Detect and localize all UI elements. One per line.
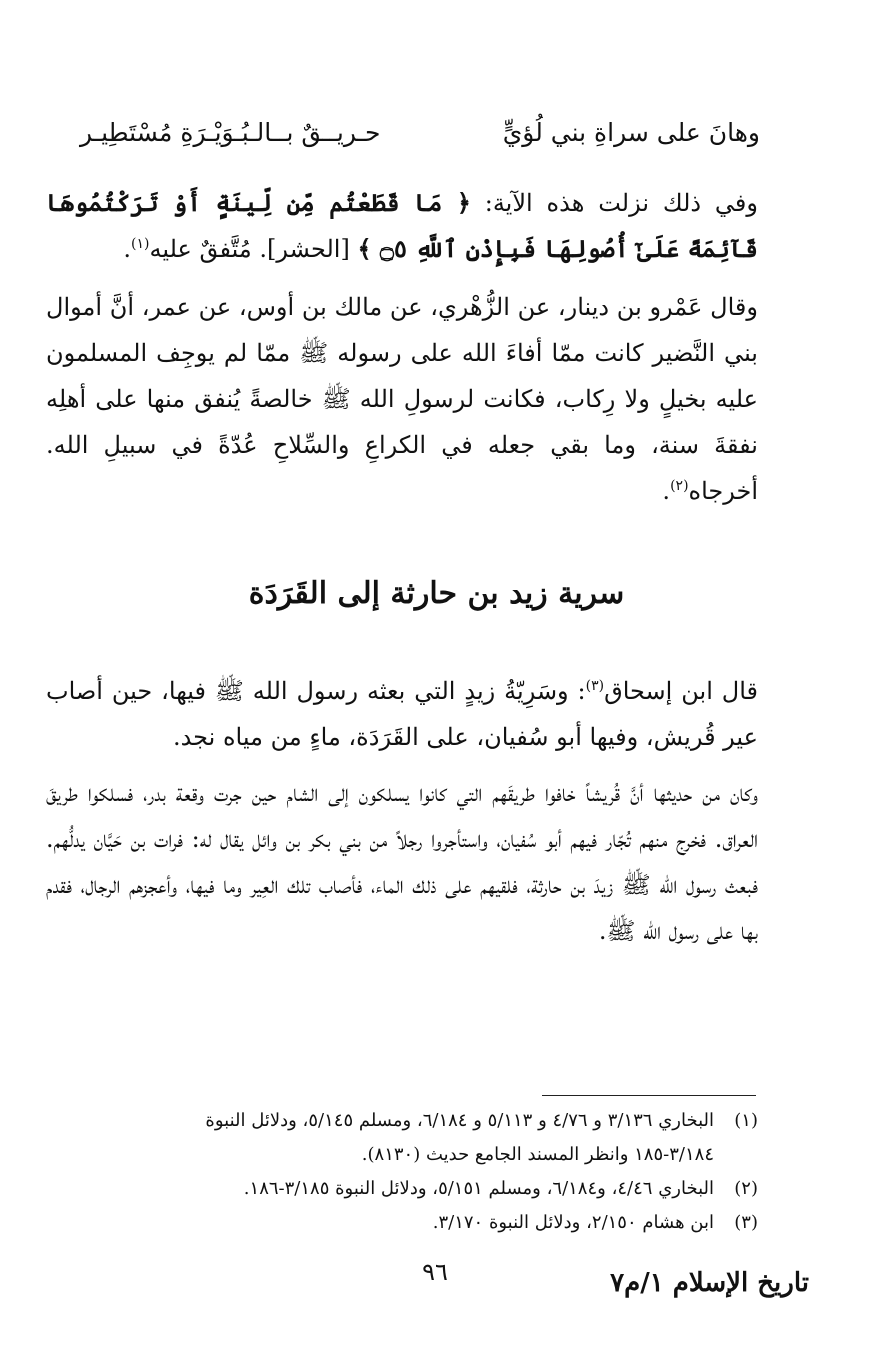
footnote-1 [46, 1104, 758, 1172]
section-heading: سرية زيد بن حارثة إلى القَرَدَة [248, 576, 625, 611]
footnote-number: (٢) [734, 1178, 758, 1199]
verse-second-hemistich: حـريــقٌ بــالـبُـوَيْـرَةِ مُسْتَطِيـر [80, 118, 381, 147]
footnote-text: ابن هشام ٢/١٥٠، ودلائل النبوة ٣/١٧٠. [432, 1212, 714, 1233]
footnote-continuation: ٣/١٨٤-١٨٥ وانظر المسند الجامع حديث (٨١٣٠). [361, 1144, 714, 1165]
footnote-text: البخاري ٣/١٣٦ و ٤/٧٦ و ٥/١١٣ و ٦/١٨٤، ومسلم ٥/١٤٥، ودلائل النبوة [205, 1110, 714, 1131]
narration-text: وقال عَمْرو بن دينار، عن الزُّهْري، عن مالك بن أوس، عن عمر، أنَّ أموال بني النَّضير كانت ممّا أفاءَ الله على رسوله ﷺ ممّا لم يوجِف المسلمون عليه بخيلٍ ولا رِكاب، فكانت لرسولِ الله ﷺ خالصةً يُنفق منها على أهلِه نفقةَ سنة، وما بقي جعله في الكراعِ والسِّلاحِ عُدّةً في سبيلِ الله. أخرجاه [46, 293, 758, 505]
footnotes-list [46, 1104, 758, 1240]
surah-reference: [الحشر]. مُتَّفقٌ عليه [149, 235, 358, 263]
verse-first-hemistich: وهانَ على سراةِ بني لُؤيٍّ [502, 118, 760, 147]
sentence-end: . [123, 235, 131, 263]
quran-quote: ﴿ مَا قَطَعْتُم مِّن لِّينَةٍ أَوْ تَرَكْتُمُوهَا قَآئِمَةً عَلَىٰٓ أُصُولِهَا فَبِإِذْنِ ٱللَّهِ ۝٥ ﴾ [46, 188, 758, 263]
footnote-number: (٣) [734, 1212, 758, 1233]
story-paragraph: وكان من حديثها أنَّ قُريشاً خافوا طريقَهم التي كانوا يسلكون إلى الشام حين جرت وقعة بدر، فسلكوا طريقَ العراق. فخرج منهم تُجّار فيهم أبو سُفيان، واستأجروا رجلاً من بني بكر بن وائل يقال له: فرات بن حَيَّان يدلُّهم. فبعث رسول الله ﷺ زيدَ بن حارثة، فلقيهم على ذلك الماء، فأصاب تلك العِير وما فيها، وأعجزهم الرجال، فقدم بها على رسول الله ﷺ. [46, 779, 758, 945]
paragraph-intro: وفي ذلك نزلت هذه الآية: [470, 189, 758, 217]
footnote-number: (١) [734, 1110, 758, 1131]
footnote-marker-3: (٣) [585, 678, 605, 694]
footnote-text: البخاري ٤/٤٦، و٦/١٨٤، ومسلم ٥/١٥١، ودلائل النبوة ٣/١٨٥-١٨٦. [243, 1178, 714, 1199]
narration-paragraph [46, 284, 758, 514]
section-intro-paragraph [46, 668, 758, 760]
footnote-marker-1: (١) [131, 236, 150, 252]
footnote-marker-2: (٢) [670, 478, 689, 494]
sentence-end: . [662, 477, 671, 505]
footnote-divider [542, 1095, 756, 1096]
poetry-verse [80, 118, 760, 162]
running-footer: تاريخ الإسلام ١/م٧ [610, 1268, 809, 1298]
intro-speaker: قال ابن إسحاق [604, 677, 758, 705]
footnote-2 [46, 1172, 758, 1206]
footnote-3 [46, 1206, 758, 1240]
intro-text: : وسَرِيّةُ زيدٍ التي بعثه رسول الله ﷺ فيها، حين أصاب عير قُريش، وفيها أبو سُفيان، على القَرَدَة، ماءٍ من مياه نجد. [46, 677, 758, 751]
quran-verse-paragraph [46, 180, 758, 272]
page-number: ٩٦ [422, 1258, 448, 1286]
